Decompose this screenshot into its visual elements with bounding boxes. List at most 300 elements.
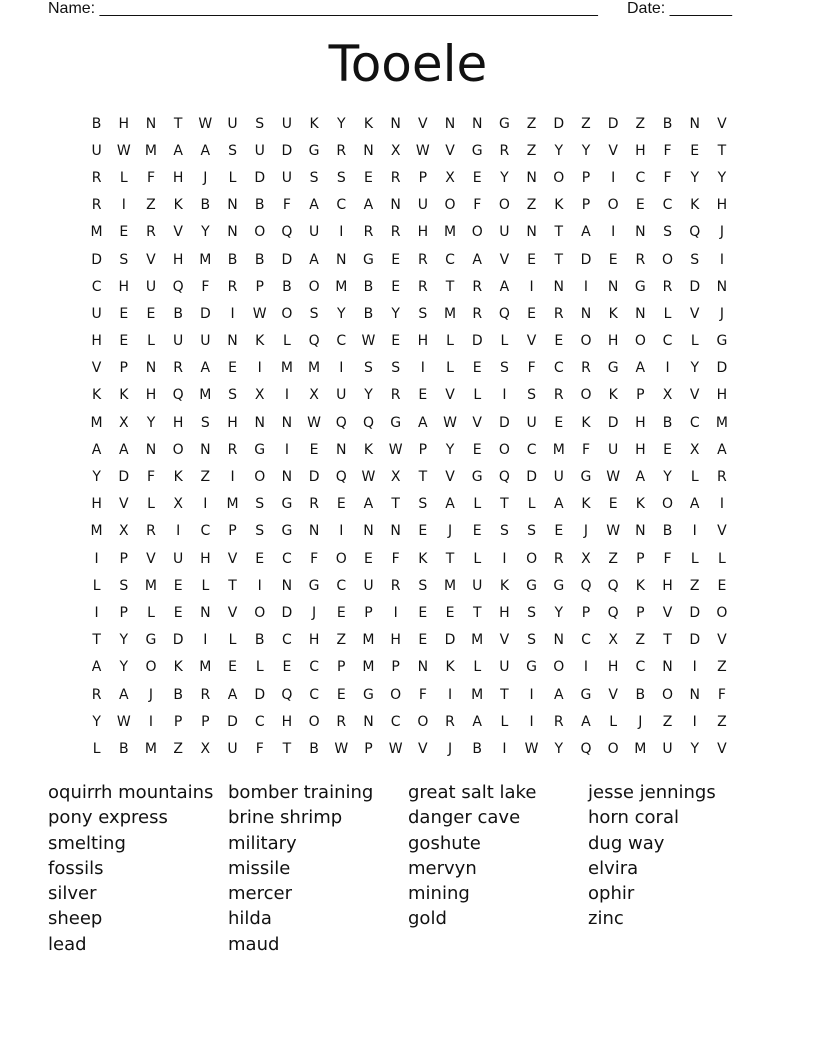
grid-letter: L xyxy=(718,550,726,567)
grid-letter: B xyxy=(662,523,673,540)
grid-letter: A xyxy=(309,251,319,268)
grid-letter: I xyxy=(502,740,507,757)
grid-letter: V xyxy=(662,604,673,621)
grid-letter: E xyxy=(336,496,346,513)
grid-letter: C xyxy=(526,441,537,458)
grid-letter: C xyxy=(254,713,265,730)
grid-letter: H xyxy=(200,550,211,567)
grid-letter: L xyxy=(119,169,128,186)
grid-letter: Q xyxy=(172,387,184,404)
grid-letter: A xyxy=(200,360,211,377)
grid-letter: U xyxy=(662,740,673,757)
grid-letter: U xyxy=(281,169,293,186)
grid-letter: P xyxy=(119,604,128,621)
grid-letter: Y xyxy=(554,604,564,621)
grid-letter: V xyxy=(91,360,102,377)
grid-letter: W xyxy=(252,305,267,322)
grid-letter: Z xyxy=(635,632,646,649)
grid-letter: U xyxy=(499,659,510,676)
grid-letter: K xyxy=(581,496,591,513)
grid-letter: M xyxy=(471,686,484,703)
grid-letter: U xyxy=(472,577,483,594)
grid-letter: G xyxy=(580,469,592,486)
grid-letter: B xyxy=(254,197,265,214)
grid-letter: A xyxy=(309,197,319,214)
grid-letter: G xyxy=(526,659,538,676)
grid-letter: Y xyxy=(92,713,101,730)
grid-letter: W xyxy=(116,713,131,730)
grid-letter: N xyxy=(281,577,293,594)
grid-letter: R xyxy=(499,142,510,159)
word-list-item: mining xyxy=(408,883,470,905)
grid-letter: I xyxy=(339,224,344,241)
grid-letter: H xyxy=(635,414,646,431)
grid-letter: I xyxy=(230,469,235,486)
grid-letter: Y xyxy=(690,740,699,757)
grid-letter: K xyxy=(445,659,455,676)
word-list-item: military xyxy=(228,832,297,854)
grid-letter: O xyxy=(662,496,674,513)
grid-letter: H xyxy=(417,224,429,241)
grid-letter: V xyxy=(499,632,510,649)
grid-letter: F xyxy=(201,278,210,295)
grid-letter: G xyxy=(363,251,374,268)
grid-letter: U xyxy=(499,224,510,241)
grid-letter: W xyxy=(524,740,539,757)
grid-letter: J xyxy=(312,604,317,621)
grid-letter: Y xyxy=(201,224,210,241)
grid-letter: P xyxy=(201,713,210,730)
grid-letter: O xyxy=(254,224,266,241)
grid-letter: N xyxy=(390,523,401,540)
grid-letter: Z xyxy=(526,197,537,214)
grid-letter: D xyxy=(689,632,701,649)
grid-letter: V xyxy=(526,333,537,350)
word-list-item: mervyn xyxy=(408,857,477,879)
grid-letter: E xyxy=(635,197,645,214)
grid-letter: P xyxy=(418,169,428,186)
grid-letter: E xyxy=(336,604,346,621)
grid-letter: T xyxy=(445,550,455,567)
grid-letter: R xyxy=(363,224,374,241)
grid-letter: B xyxy=(309,740,319,757)
grid-letter: J xyxy=(148,686,154,703)
word-list-item: pony express xyxy=(48,807,168,829)
grid-letter: N xyxy=(227,333,238,350)
grid-letter: L xyxy=(283,333,291,350)
grid-letter: I xyxy=(529,713,534,730)
grid-letter: P xyxy=(119,550,128,567)
grid-letter: X xyxy=(118,414,129,431)
grid-letter: H xyxy=(716,387,728,404)
grid-letter: D xyxy=(281,142,293,159)
grid-letter: Q xyxy=(335,414,347,431)
grid-letter: I xyxy=(148,713,154,730)
grid-letter: H xyxy=(172,169,184,186)
grid-letter: Y xyxy=(337,305,346,322)
word-list xyxy=(48,780,768,957)
grid-letter: T xyxy=(282,740,292,757)
grid-letter: N xyxy=(662,659,673,676)
grid-letter: E xyxy=(608,251,618,268)
grid-letter: E xyxy=(554,414,564,431)
date-field-label: Date: _______ xyxy=(627,0,732,17)
grid-letter: R xyxy=(91,686,102,703)
grid-letter: T xyxy=(391,496,400,513)
grid-letter: N xyxy=(689,686,700,703)
grid-letter: J xyxy=(447,740,453,757)
grid-letter: P xyxy=(418,441,428,458)
header-line xyxy=(48,0,748,20)
grid-letter: Z xyxy=(336,632,347,649)
grid-letter: L xyxy=(690,550,699,567)
grid-letter: H xyxy=(91,333,102,350)
grid-letter: I xyxy=(284,441,289,458)
grid-letter: I xyxy=(611,224,616,241)
grid-letter: R xyxy=(91,169,102,186)
grid-letter: Y xyxy=(92,469,101,486)
grid-letter: R xyxy=(553,713,564,730)
grid-letter: B xyxy=(118,740,129,757)
grid-letter: R xyxy=(417,278,428,295)
grid-letter: I xyxy=(284,387,289,404)
grid-letter: E xyxy=(554,523,564,540)
grid-letter: E xyxy=(119,305,129,322)
grid-letter: M xyxy=(90,523,103,540)
grid-letter: Y xyxy=(445,441,455,458)
grid-letter: H xyxy=(308,632,320,649)
grid-letter: I xyxy=(257,360,262,377)
grid-letter: I xyxy=(583,659,589,676)
grid-letter: E xyxy=(554,333,564,350)
grid-letter: Y xyxy=(554,142,564,159)
grid-letter: L xyxy=(500,713,509,730)
grid-letter: L xyxy=(663,305,672,322)
grid-letter: D xyxy=(526,469,537,486)
grid-letter: M xyxy=(362,659,375,676)
word-list-item: jesse jennings xyxy=(588,782,716,803)
grid-letter: A xyxy=(553,686,564,703)
grid-letter: I xyxy=(121,197,126,214)
grid-letter: M xyxy=(443,577,457,594)
grid-letter: R xyxy=(227,441,238,458)
grid-letter: E xyxy=(255,550,265,567)
grid-letter: E xyxy=(119,224,129,241)
grid-letter: E xyxy=(228,659,237,676)
grid-letter: U xyxy=(173,550,184,567)
grid-letter: K xyxy=(418,550,428,567)
grid-letter: L xyxy=(473,496,482,513)
grid-letter: X xyxy=(254,387,265,404)
grid-letter: I xyxy=(502,387,507,404)
grid-letter: M xyxy=(90,414,103,431)
grid-letter: Z xyxy=(173,740,183,757)
grid-letter: R xyxy=(662,278,673,295)
grid-letter: S xyxy=(690,251,700,268)
puzzle-title: Tooele xyxy=(328,35,488,93)
grid-letter: R xyxy=(390,169,401,186)
grid-letter: D xyxy=(91,251,102,268)
grid-letter: K xyxy=(581,414,591,431)
grid-letter: W xyxy=(388,441,403,458)
grid-letter: T xyxy=(500,686,509,703)
grid-letter: F xyxy=(527,360,536,377)
grid-letter: L xyxy=(201,577,210,594)
grid-letter: Z xyxy=(635,115,646,132)
grid-letter: V xyxy=(608,142,618,159)
grid-letter: I xyxy=(230,305,235,322)
grid-letter: N xyxy=(635,224,646,241)
grid-letter: I xyxy=(393,604,398,621)
grid-letter: S xyxy=(336,169,346,186)
grid-letter: I xyxy=(529,278,534,295)
word-list-item: silver xyxy=(48,883,97,905)
grid-letter: O xyxy=(390,686,402,703)
grid-letter: O xyxy=(498,441,510,458)
grid-letter: P xyxy=(364,740,373,757)
grid-letter: W xyxy=(443,414,457,431)
grid-letter: C xyxy=(336,577,347,594)
grid-letter: P xyxy=(391,659,400,676)
grid-letter: I xyxy=(692,713,697,730)
grid-letter: F xyxy=(473,197,482,214)
grid-letter: Z xyxy=(200,469,211,486)
grid-letter: C xyxy=(336,197,347,214)
grid-letter: P xyxy=(173,713,183,730)
grid-letter: E xyxy=(663,441,672,458)
grid-letter: I xyxy=(529,686,534,703)
grid-letter: O xyxy=(254,469,266,486)
word-list-item: gold xyxy=(408,908,447,930)
grid-letter: X xyxy=(390,142,401,159)
grid-letter: X xyxy=(173,496,183,513)
grid-letter: C xyxy=(553,360,564,377)
grid-letter: G xyxy=(580,686,592,703)
grid-letter: E xyxy=(418,523,428,540)
grid-letter: S xyxy=(119,251,129,268)
grid-letter: D xyxy=(254,169,266,186)
grid-letter: O xyxy=(553,659,565,676)
grid-letter: H xyxy=(145,387,157,404)
grid-letter: G xyxy=(526,577,538,594)
grid-letter: M xyxy=(280,360,293,377)
grid-letter: G xyxy=(308,577,320,594)
grid-letter: P xyxy=(228,523,237,540)
grid-letter: C xyxy=(635,659,646,676)
grid-letter: A xyxy=(363,496,374,513)
grid-letter: O xyxy=(634,333,646,350)
grid-letter: A xyxy=(635,360,646,377)
grid-letter: H xyxy=(390,632,401,649)
grid-letter: V xyxy=(227,604,238,621)
grid-letter: G xyxy=(254,441,266,458)
grid-letter: E xyxy=(336,686,346,703)
grid-letter: H xyxy=(635,441,646,458)
grid-letter: A xyxy=(118,441,129,458)
grid-letter: G xyxy=(498,115,510,132)
grid-letter: M xyxy=(552,441,565,458)
grid-letter: V xyxy=(118,496,129,513)
grid-letter: O xyxy=(308,278,320,295)
grid-letter: D xyxy=(553,115,565,132)
grid-letter: D xyxy=(172,632,184,649)
grid-letter: M xyxy=(90,224,103,241)
grid-letter: L xyxy=(147,333,155,350)
grid-letter: E xyxy=(364,169,373,186)
grid-letter: R xyxy=(336,142,347,159)
grid-letter: V xyxy=(173,224,183,241)
grid-letter: D xyxy=(471,333,483,350)
grid-letter: L xyxy=(92,740,101,757)
grid-letter: S xyxy=(418,496,428,513)
grid-letter: R xyxy=(146,523,156,540)
grid-letter: R xyxy=(146,224,156,241)
grid-letter: T xyxy=(554,224,564,241)
grid-letter: X xyxy=(662,387,673,404)
grid-letter: K xyxy=(173,469,183,486)
grid-letter: M xyxy=(226,496,239,513)
grid-letter: S xyxy=(418,305,428,322)
grid-letter: H xyxy=(227,414,238,431)
grid-letter: E xyxy=(472,523,482,540)
grid-letter: N xyxy=(145,115,157,132)
grid-letter: L xyxy=(147,496,155,513)
grid-letter: Z xyxy=(526,115,537,132)
grid-letter: D xyxy=(118,469,130,486)
grid-letter: R xyxy=(390,224,401,241)
grid-letter: L xyxy=(228,632,237,649)
grid-letter: B xyxy=(254,251,265,268)
grid-letter: K xyxy=(635,496,645,513)
grid-letter: K xyxy=(309,115,319,132)
grid-letter: N xyxy=(553,278,565,295)
grid-letter: U xyxy=(308,224,320,241)
grid-letter: T xyxy=(472,604,482,621)
grid-letter: J xyxy=(719,224,724,241)
grid-letter: R xyxy=(581,360,591,377)
grid-letter: S xyxy=(527,523,537,540)
grid-letter: D xyxy=(227,713,238,730)
grid-letter: Z xyxy=(662,713,673,730)
word-list-item: brine shrimp xyxy=(228,807,343,829)
letter-grid xyxy=(83,110,736,763)
name-field-label: Name: ________________________________________________________ xyxy=(48,0,598,17)
grid-letter: R xyxy=(336,713,347,730)
grid-letter: C xyxy=(445,251,455,268)
word-list-item: hilda xyxy=(228,908,272,930)
grid-letter: E xyxy=(472,360,482,377)
grid-letter: V xyxy=(472,414,482,431)
grid-letter: M xyxy=(144,142,158,159)
grid-letter: F xyxy=(717,686,726,703)
grid-letter: E xyxy=(119,333,129,350)
grid-letter: U xyxy=(200,333,211,350)
grid-letter: E xyxy=(282,659,292,676)
grid-letter: F xyxy=(146,469,155,486)
grid-letter: L xyxy=(473,550,482,567)
grid-letter: U xyxy=(145,278,157,295)
grid-letter: H xyxy=(417,333,429,350)
grid-letter: P xyxy=(364,604,373,621)
grid-letter: T xyxy=(418,469,428,486)
grid-letter: F xyxy=(255,740,264,757)
grid-letter: M xyxy=(634,740,647,757)
grid-letter: Q xyxy=(689,224,701,241)
grid-letter: Y xyxy=(337,115,346,132)
grid-letter: N xyxy=(390,115,401,132)
grid-letter: N xyxy=(145,360,157,377)
grid-letter: B xyxy=(282,278,292,295)
grid-letter: E xyxy=(472,169,482,186)
grid-letter: N xyxy=(580,305,592,322)
grid-letter: B xyxy=(635,686,646,703)
grid-letter: S xyxy=(499,523,509,540)
grid-letter: Q xyxy=(281,224,293,241)
grid-letter: S xyxy=(499,360,509,377)
grid-letter: N xyxy=(689,115,700,132)
grid-letter: M xyxy=(362,632,375,649)
grid-letter: R xyxy=(227,278,238,295)
grid-letter: K xyxy=(608,305,618,322)
grid-letter: K xyxy=(554,197,564,214)
grid-letter: K xyxy=(608,387,618,404)
grid-letter: H xyxy=(118,278,130,295)
grid-letter: S xyxy=(228,142,237,159)
grid-letter: T xyxy=(92,632,101,649)
grid-letter: P xyxy=(636,387,645,404)
grid-letter: N xyxy=(607,278,619,295)
grid-letter: I xyxy=(94,550,99,567)
grid-letter: W xyxy=(415,142,430,159)
grid-letter: L xyxy=(609,713,618,730)
grid-letter: V xyxy=(146,550,156,567)
grid-letter: G xyxy=(471,142,483,159)
grid-letter: C xyxy=(390,713,401,730)
grid-letter: B xyxy=(91,115,102,132)
grid-letter: P xyxy=(636,550,645,567)
grid-letter: T xyxy=(717,142,727,159)
grid-letter: O xyxy=(580,387,592,404)
grid-letter: F xyxy=(418,686,427,703)
grid-letter: O xyxy=(281,305,293,322)
grid-letter: M xyxy=(144,740,158,757)
grid-letter: V xyxy=(445,142,455,159)
grid-letter: O xyxy=(254,604,266,621)
grid-letter: D xyxy=(607,115,619,132)
grid-letter: A xyxy=(118,686,129,703)
grid-letter: R xyxy=(200,686,211,703)
grid-letter: T xyxy=(445,278,455,295)
grid-letter: A xyxy=(418,414,428,431)
grid-letter: T xyxy=(500,496,509,513)
grid-letter: S xyxy=(391,360,401,377)
grid-letter: M xyxy=(471,632,484,649)
grid-letter: H xyxy=(662,577,673,594)
grid-letter: W xyxy=(198,115,213,132)
grid-letter: X xyxy=(118,523,129,540)
grid-letter: J xyxy=(583,523,589,540)
grid-letter: E xyxy=(608,496,618,513)
grid-letter: C xyxy=(282,550,292,567)
grid-letter: V xyxy=(499,251,510,268)
grid-letter: D xyxy=(607,414,619,431)
grid-letter: V xyxy=(418,740,428,757)
grid-letter: X xyxy=(200,740,211,757)
grid-letter: I xyxy=(257,577,262,594)
grid-letter: B xyxy=(173,686,183,703)
grid-letter: G xyxy=(390,414,402,431)
grid-letter: U xyxy=(363,577,374,594)
